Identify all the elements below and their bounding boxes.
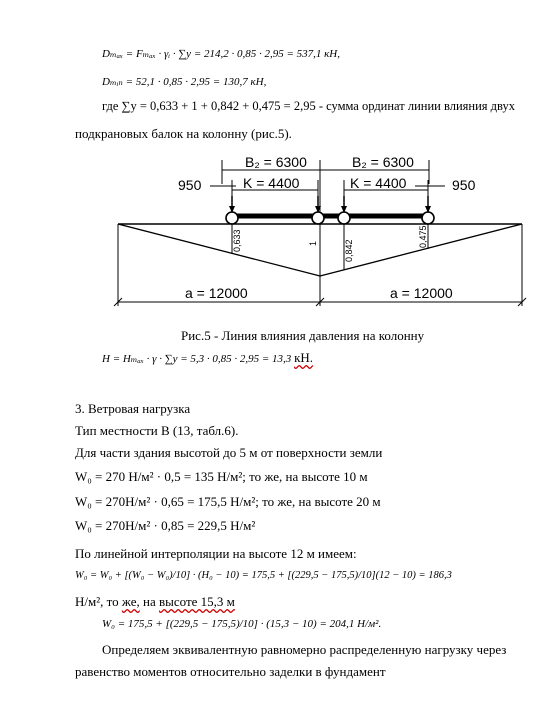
equiv-load-line: Определяем эквивалентную равномерно распределенную нагрузку через — [102, 642, 507, 657]
label-b-right: B₂ = 6300 — [352, 154, 414, 170]
height-note: Для части здания высотой до 5 м от поверхности земли — [75, 445, 383, 460]
formula-w-10m: W₀ = 270Н/м² · 0,65 = 175,5 Н/м²; то же, на высоте 20 м — [75, 494, 381, 509]
section-heading: 3. Ветровая нагрузка — [75, 401, 191, 416]
formula-w-15m: W₀ = 175,5 + [(229,5 − 175,5)/10] · (15,3 − 10) = 204,1 Н/м². — [102, 618, 382, 630]
influence-line-left — [118, 224, 320, 276]
label-950-left: 950 — [178, 177, 202, 193]
figure-caption: Рис.5 - Линия влияния давления на колонну — [181, 328, 425, 343]
label-k-right: K = 4400 — [350, 175, 407, 191]
height-15-b: же, — [121, 594, 140, 609]
label-a-right: a = 12000 — [390, 285, 453, 301]
equiv-load-line-cont: равенство моментов относительно заделки в фундамент — [75, 664, 386, 679]
label-k-left: K = 4400 — [243, 175, 300, 191]
crane-beam — [230, 214, 430, 218]
height-15-a: Н/м², то — [75, 594, 122, 609]
label-b-left: B₂ = 6300 — [245, 154, 307, 170]
wheel-4 — [422, 212, 434, 224]
label-a-left: a = 12000 — [185, 285, 248, 301]
height-15-line — [75, 594, 235, 610]
ordinate-0475: 0,475 — [418, 225, 428, 248]
height-15-c: на — [139, 594, 159, 609]
formula-h — [102, 350, 313, 367]
wheel-3 — [338, 212, 350, 224]
formula-w-20m: W₀ = 270Н/м² · 0,85 = 229,5 Н/м² — [75, 518, 256, 533]
formula-h-main: H = Hₘₐₓ · γ · ∑y = 5,3 · 0,85 · 2,95 = 13,3 — [102, 353, 295, 365]
ordinate-0633: 0,633 — [232, 229, 242, 252]
ordinate-1: 1 — [308, 240, 318, 246]
wheel-2 — [312, 212, 324, 224]
ordinate-0842: 0,842 — [344, 239, 354, 262]
formula-dmax: Dₘₐₓ = Fₘₐₓ · γᵢ · ∑y = 214,2 · 0,85 · 2,95 = 537,1 кН, — [102, 48, 340, 60]
sum-ordinates-line: где ∑y = 0,633 + 1 + 0,842 + 0,475 = 2,95 - сумма ординат линии влияния двух — [102, 99, 515, 113]
formula-w-5m: W₀ = 270 Н/м² · 0,5 = 135 Н/м²; то же, на высоте 10 м — [75, 469, 368, 484]
label-950-right: 950 — [452, 177, 476, 193]
formula-h-unit: кН. — [294, 350, 314, 365]
formula-w-12m: W₀ = W₀ + [(W₀ − W₀)/10] · (H₀ − 10) = 175,5 + [(229,5 − 175,5)/10](12 − 10) = 186,3 — [75, 570, 452, 581]
formula-dmin: Dₘᵢₙ = 52,1 · 0,85 · 2,95 = 130,7 кН, — [102, 76, 267, 88]
wheel-1 — [226, 212, 238, 224]
sum-ordinates-line-cont: подкрановых балок на колонну (рис.5). — [75, 126, 292, 141]
interpolation-intro: По линейной интерполяции на высоте 12 м имеем: — [75, 546, 357, 561]
height-15-d: высоте 15,3 м — [158, 594, 235, 609]
terrain-type: Тип местности B (13, табл.6). — [75, 423, 239, 438]
